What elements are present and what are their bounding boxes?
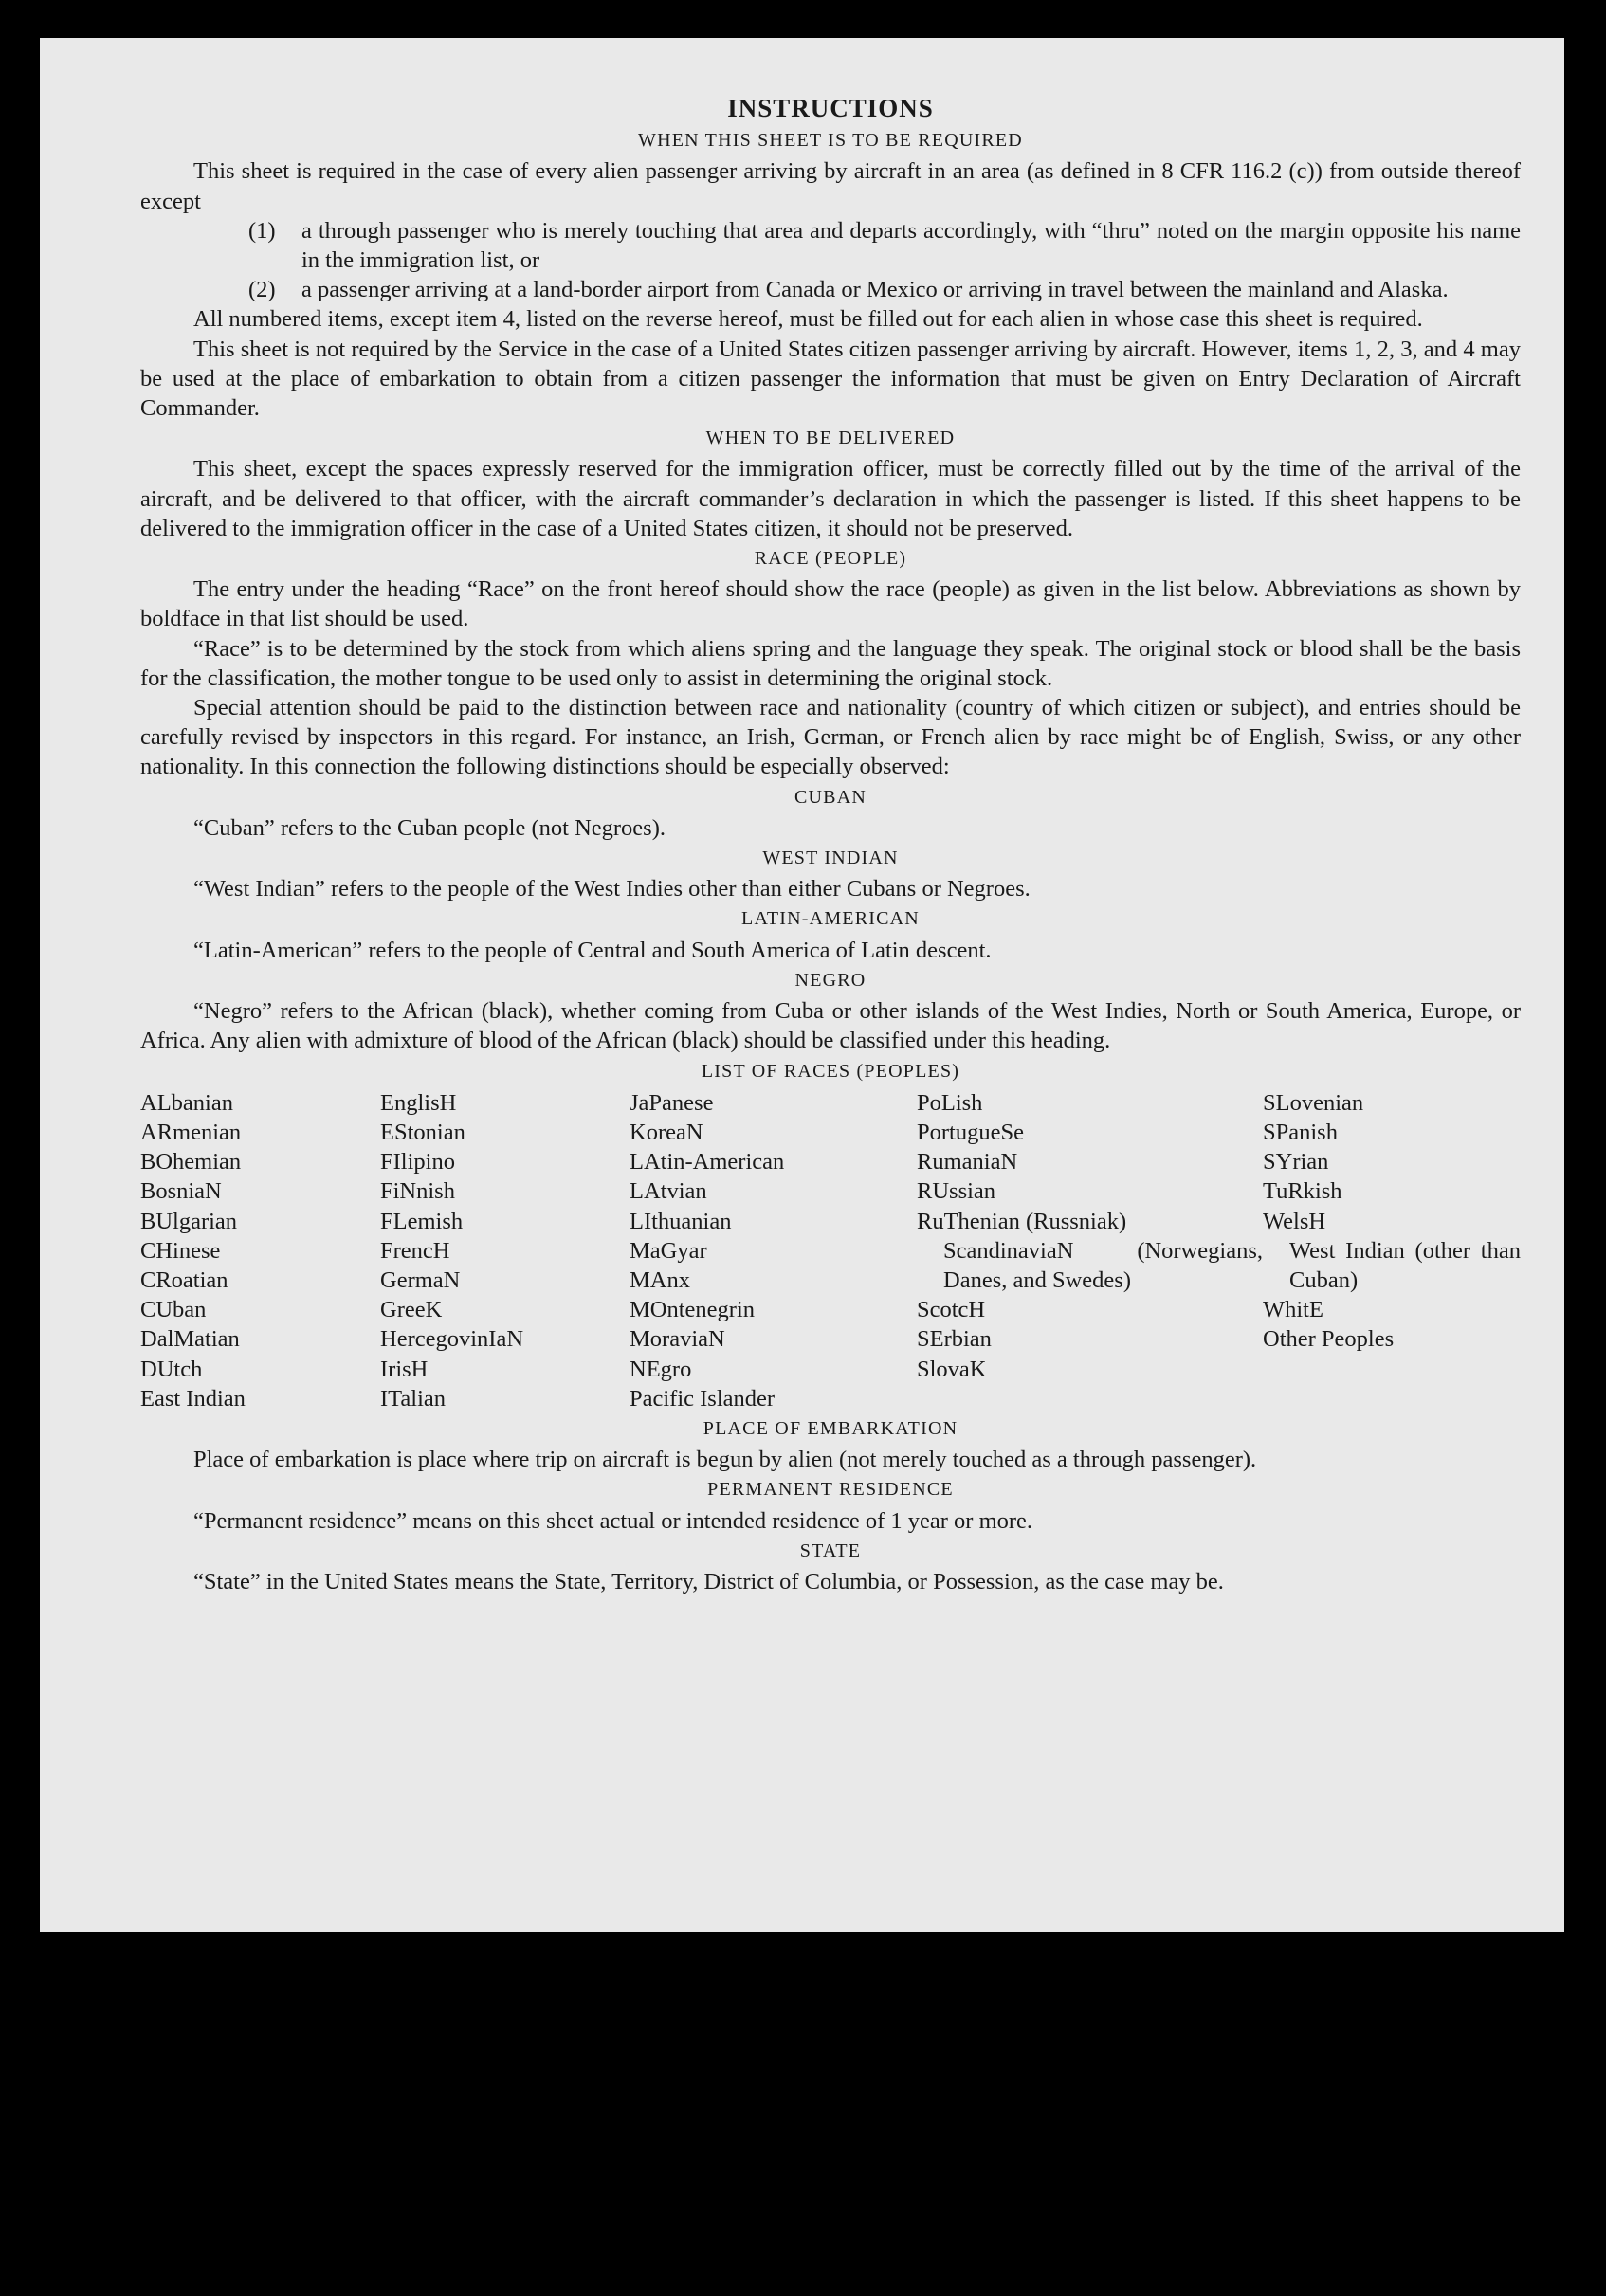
race-entry: JaPanese xyxy=(630,1089,714,1116)
item-text: a through passenger who is merely touching that area and departs accordingly, with “thru” noted on the margin opposite his name in the immigration list, or xyxy=(301,217,1521,274)
race-entry: BUlgarian xyxy=(140,1208,238,1234)
document-sheet xyxy=(40,38,1564,1932)
race-entry: RumaniaN xyxy=(917,1149,1018,1175)
race-entry: PortugueSe xyxy=(917,1119,1024,1145)
race-entry: EStonian xyxy=(380,1119,465,1145)
item-text: a passenger arriving at a land-border airport from Canada or Mexico or arriving in travel between the mainland and Alaska. xyxy=(301,277,1449,303)
race-entry: EnglisH xyxy=(380,1089,457,1116)
paragraph: The entry under the heading “Race” on the front hereof should show the race (people) as given in the list below. Abbreviations as shown by boldface in that list should be used. xyxy=(140,576,1521,632)
item-number: (1) xyxy=(248,217,276,244)
heading-state: STATE xyxy=(799,1540,862,1561)
item-number: (2) xyxy=(248,277,276,303)
race-entry: FrencH xyxy=(380,1237,450,1264)
paragraph: This sheet, except the spaces expressly reserved for the immigration officer, must be correctly filled out by the time of the arrival of the aircraft, and be delivered to that officer, with the aircraft commander’s declaration in which the passenger is listed. If this sheet happens to be delivered to the immigration officer in the case of a United States citizen, it should not be preserved. xyxy=(140,456,1521,541)
paragraph: “Permanent residence” means on this sheet actual or intended residence of 1 year or more. xyxy=(193,1507,1033,1534)
race-entry: GreeK xyxy=(380,1297,443,1323)
races-column-5 xyxy=(1263,1088,1521,1413)
paragraph: “Race” is to be determined by the stock from which aliens spring and the language they speak. The original stock or blood shall be the basis for the classification, the mother tongue to be used only to assist in determining the original stock. xyxy=(140,635,1521,691)
heading-races-list: LIST OF RACES (PEOPLES) xyxy=(701,1060,960,1082)
paragraph: This sheet is not required by the Service in the case of a United States citizen passenger arriving by aircraft. However, items 1, 2, 3, and 4 may be used at the place of embarkation to obtain from a citizen passenger the information that must be given on Entry Declaration of Aircraft Commander. xyxy=(140,336,1521,422)
race-entry: NEgro xyxy=(630,1356,692,1382)
race-entry: LAtvian xyxy=(630,1178,707,1205)
race-entry: CRoatian xyxy=(140,1266,228,1293)
list-item xyxy=(248,275,1521,304)
list-item xyxy=(248,216,1521,275)
race-entry: BOhemian xyxy=(140,1149,242,1175)
heading-when-delivered: WHEN TO BE DELIVERED xyxy=(705,428,956,449)
race-entry: FiNnish xyxy=(380,1178,455,1205)
race-entry: ARmenian xyxy=(140,1119,242,1145)
race-entry: ScandinaviaN (Norwegians, Danes, and Swedes) xyxy=(943,1237,1263,1293)
race-entry: West Indian (other than Cuban) xyxy=(1289,1237,1521,1293)
race-entry: SlovaK xyxy=(917,1356,987,1382)
race-entry: IrisH xyxy=(380,1356,429,1382)
race-entry: LAtin-American xyxy=(630,1149,785,1175)
paragraph: Place of embarkation is place where trip on aircraft is begun by alien (not merely touched as a through passenger). xyxy=(193,1447,1257,1473)
race-entry: FLemish xyxy=(380,1208,464,1234)
race-entry: MOntenegrin xyxy=(630,1297,755,1323)
instructions-content xyxy=(140,93,1521,1596)
race-entry: ALbanian xyxy=(140,1089,233,1116)
race-entry: Other Peoples xyxy=(1263,1326,1395,1353)
heading-when-required: WHEN THIS SHEET IS TO BE REQUIRED xyxy=(638,130,1023,152)
race-entry: ITalian xyxy=(380,1385,447,1412)
race-entry: WhitE xyxy=(1263,1297,1323,1323)
race-entry: RuThenian (Russniak) xyxy=(917,1208,1127,1234)
definition-west-indian: “West Indian” refers to the people of the West Indies other than either Cubans or Negroes. xyxy=(193,876,1031,902)
race-entry: GermaN xyxy=(380,1266,461,1293)
race-entry: KoreaN xyxy=(630,1119,703,1145)
heading-latin-american: LATIN-AMERICAN xyxy=(741,908,920,930)
race-entry: LIthuanian xyxy=(630,1208,732,1234)
race-entry: WelsH xyxy=(1263,1208,1326,1234)
heading-west-indian: WEST INDIAN xyxy=(762,847,899,869)
race-entry: RUssian xyxy=(917,1178,996,1205)
race-entry: CUban xyxy=(140,1297,207,1323)
races-column-2 xyxy=(380,1088,630,1413)
heading-race: RACE (PEOPLE) xyxy=(754,548,907,570)
race-entry: East Indian xyxy=(140,1385,246,1412)
race-entry: FIlipino xyxy=(380,1149,455,1175)
race-entry: TuRkish xyxy=(1263,1178,1342,1205)
race-entry: PoLish xyxy=(917,1089,983,1116)
race-entry: HercegovinIaN xyxy=(380,1326,524,1353)
heading-permanent-residence: PERMANENT RESIDENCE xyxy=(707,1479,954,1501)
definition-cuban: “Cuban” refers to the Cuban people (not Negroes). xyxy=(193,814,666,841)
races-column-3 xyxy=(630,1088,917,1413)
race-entry: SErbian xyxy=(917,1326,992,1353)
race-entry: MoraviaN xyxy=(630,1326,725,1353)
races-column-1 xyxy=(140,1088,380,1413)
race-entry: ScotcH xyxy=(917,1297,986,1323)
race-entry: SLovenian xyxy=(1263,1089,1364,1116)
races-column-4 xyxy=(917,1088,1263,1413)
races-table xyxy=(140,1088,1521,1413)
paragraph: This sheet is required in the case of every alien passenger arriving by aircraft in an area (as defined in 8 CFR 116.2 (c)) from outside thereof except xyxy=(140,158,1521,214)
race-entry: BosniaN xyxy=(140,1178,222,1205)
page-title: INSTRUCTIONS xyxy=(727,94,934,122)
race-entry: MAnx xyxy=(630,1266,690,1293)
paragraph: “State” in the United States means the State, Territory, District of Columbia, or Possession, as the case may be. xyxy=(193,1568,1224,1594)
paragraph: Special attention should be paid to the distinction between race and nationality (country of which citizen or subject), and entries should be carefully revised by inspectors in this regard. For instance, an Irish, German, or French alien by race might be of English, Swiss, or any other nationality. In this connection the following distinctions should be especially observed: xyxy=(140,695,1521,780)
definition-latin-american: “Latin-American” refers to the people of Central and South America of Latin descent. xyxy=(193,937,992,963)
race-entry: DalMatian xyxy=(140,1326,240,1353)
race-entry: Pacific Islander xyxy=(630,1385,776,1412)
paragraph: All numbered items, except item 4, listed on the reverse hereof, must be filled out for each alien in whose case this sheet is required. xyxy=(193,306,1423,333)
race-entry: DUtch xyxy=(140,1356,203,1382)
definition-negro: “Negro” refers to the African (black), whether coming from Cuba or other islands of the West Indies, North or South America, Europe, or Africa. Any alien with admixture of blood of the African (black) should be classified under this heading. xyxy=(140,998,1521,1054)
heading-embarkation: PLACE OF EMBARKATION xyxy=(703,1417,958,1439)
race-entry: SPanish xyxy=(1263,1119,1338,1145)
race-entry: CHinese xyxy=(140,1237,221,1264)
race-entry: SYrian xyxy=(1263,1149,1329,1175)
heading-cuban: CUBAN xyxy=(794,786,867,808)
heading-negro: NEGRO xyxy=(794,969,867,991)
race-entry: MaGyar xyxy=(630,1237,707,1264)
